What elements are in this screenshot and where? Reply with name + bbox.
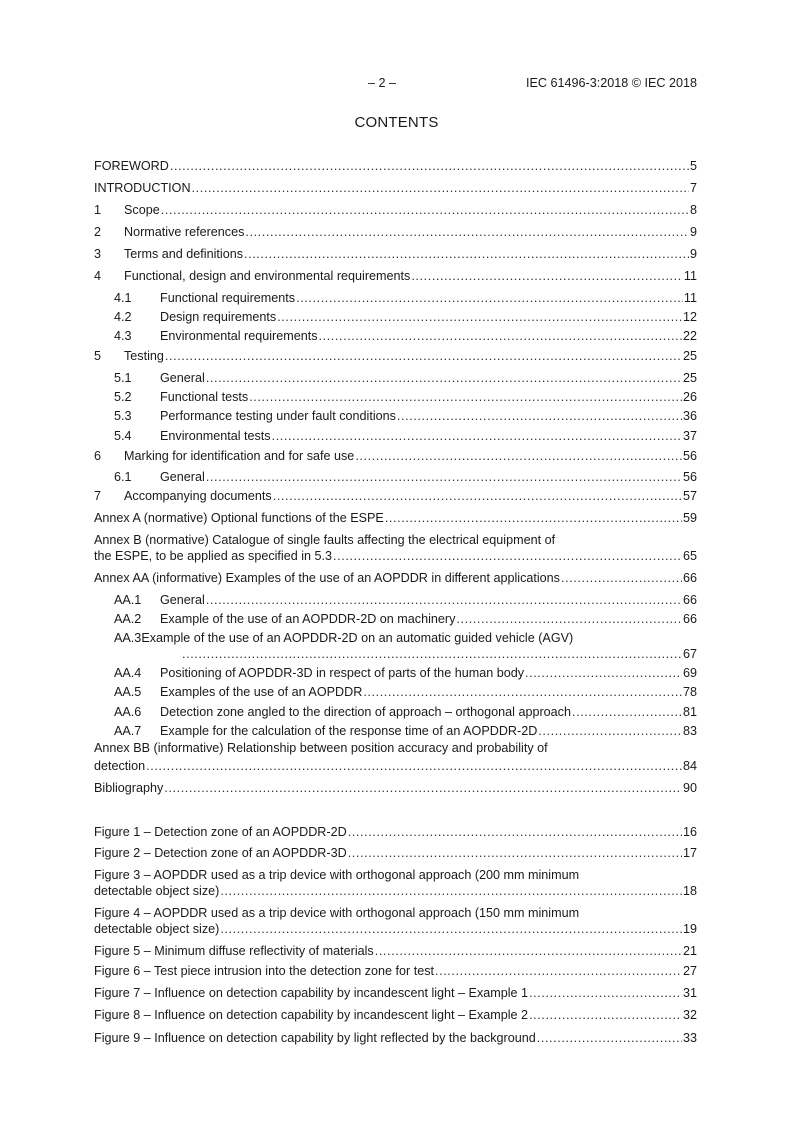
page-number: 11: [683, 269, 697, 283]
toc-entry-number: AA.6: [114, 705, 142, 719]
dot-leader: [355, 448, 682, 464]
dot-leader: [192, 180, 689, 196]
entry-title: Testing: [124, 349, 164, 363]
toc-entry[interactable]: [114, 370, 697, 386]
toc-entry-title[interactable]: [94, 532, 555, 548]
dot-leader: [206, 592, 682, 608]
toc-entry[interactable]: [114, 290, 697, 306]
entry-title: Figure 8 – Influence on detection capability by incandescent light – Example 2: [94, 1008, 529, 1022]
toc-entry[interactable]: [114, 408, 697, 424]
entry-title: Accompanying documents: [124, 489, 272, 503]
toc-entry-number: 6: [94, 449, 102, 463]
figure-entry[interactable]: [94, 1030, 697, 1046]
entry-title-continued: detectable object size): [94, 884, 220, 898]
page-number: 21: [682, 944, 697, 958]
toc-entry[interactable]: [94, 780, 697, 796]
entry-title: Figure 3 – AOPDDR used as a trip device with orthogonal approach (200 mm minimum: [94, 868, 580, 882]
entry-title-continued: detection: [94, 759, 146, 773]
page-number: 11: [683, 291, 697, 305]
page-title: CONTENTS: [354, 114, 439, 131]
figure-entry[interactable]: [94, 963, 697, 979]
entry-title: Annex B (normative) Catalogue of single faults affecting the electrical equipment of: [94, 533, 556, 547]
dot-leader: [272, 428, 682, 444]
entry-title: Functional, design and environmental requirements: [124, 269, 411, 283]
entry-title: INTRODUCTION: [94, 181, 191, 195]
dot-leader: [348, 824, 682, 840]
entry-title: Positioning of AOPDDR-3D in respect of parts of the human body: [160, 666, 525, 680]
toc-entry-number: 5.1: [114, 371, 132, 385]
toc-entry[interactable]: [94, 510, 697, 526]
toc-entry-number: 5.4: [114, 429, 132, 443]
toc-entry-number: 5.3: [114, 409, 132, 423]
toc-entry[interactable]: [94, 758, 697, 774]
dot-leader: [456, 611, 682, 627]
entry-title: Scope: [124, 203, 160, 217]
entry-title: Figure 4 – AOPDDR used as a trip device with orthogonal approach (150 mm minimum: [94, 906, 580, 920]
dot-leader: [146, 758, 682, 774]
entry-title-continued: the ESPE, to be applied as specified in 5.3: [94, 549, 333, 563]
page-number: 81: [682, 705, 697, 719]
toc-entry-number: 3: [94, 247, 102, 261]
toc-entry-title[interactable]: [94, 740, 548, 756]
dot-leader: [182, 646, 682, 662]
page-number: 84: [682, 759, 697, 773]
dot-leader: [220, 883, 682, 899]
toc-entry-number: 4.1: [114, 291, 132, 305]
page-number: 25: [682, 371, 697, 385]
figure-entry[interactable]: [94, 943, 697, 959]
dot-leader: [319, 328, 682, 344]
entry-title: Examples of the use of an AOPDDR: [160, 685, 363, 699]
entry-title-continued: detectable object size): [94, 922, 220, 936]
entry-title: Bibliography: [94, 781, 164, 795]
page-number: 56: [682, 470, 697, 484]
dot-leader: [529, 985, 682, 1001]
figure-entry[interactable]: [94, 985, 697, 1001]
page-number: 65: [682, 549, 697, 563]
entry-title: Marking for identification and for safe use: [124, 449, 355, 463]
page-number: 57: [682, 489, 697, 503]
dot-leader: [411, 268, 683, 284]
figure-entry[interactable]: [94, 824, 697, 840]
page-number: 66: [682, 571, 697, 585]
toc-entry[interactable]: [114, 704, 697, 720]
page-number: 26: [682, 390, 697, 404]
dot-leader: [296, 290, 683, 306]
toc-entry-number: 1: [94, 203, 102, 217]
toc-entry[interactable]: [114, 611, 697, 627]
page-number: 22: [682, 329, 697, 343]
entry-title: FOREWORD: [94, 159, 169, 173]
dot-leader: [529, 1007, 682, 1023]
figure-entry[interactable]: [94, 845, 697, 861]
dot-leader: [561, 570, 682, 586]
toc-entry[interactable]: [94, 224, 697, 240]
dot-leader: [161, 202, 689, 218]
toc-entry-number: 5: [94, 349, 102, 363]
toc-entry[interactable]: [94, 246, 697, 262]
page-number: 83: [682, 724, 697, 738]
dot-leader: [249, 389, 682, 405]
dot-leader: [164, 780, 682, 796]
dot-leader: [537, 1030, 682, 1046]
dot-leader: [538, 723, 682, 739]
toc-entry[interactable]: [114, 469, 697, 485]
dot-leader: [385, 510, 682, 526]
entry-title: Functional tests: [160, 390, 249, 404]
toc-entry[interactable]: [94, 448, 697, 464]
page-number: 9: [689, 225, 697, 239]
toc-entry[interactable]: [114, 592, 697, 608]
entry-title: Normative references: [124, 225, 245, 239]
figure-entry[interactable]: [94, 1007, 697, 1023]
toc-entry-number: 6.1: [114, 470, 132, 484]
toc-entry[interactable]: [114, 328, 697, 344]
page-number: 18: [682, 884, 697, 898]
entry-title: Figure 5 – Minimum diffuse reflectivity of materials: [94, 944, 374, 958]
dot-leader: [525, 665, 682, 681]
toc-entry[interactable]: [94, 548, 697, 564]
figure-entry[interactable]: [94, 921, 697, 937]
toc-entry[interactable]: [94, 348, 697, 364]
toc-entry[interactable]: [114, 665, 697, 681]
page-number: – 2 –: [368, 76, 397, 90]
page-number: 19: [682, 922, 697, 936]
dot-leader: [363, 684, 682, 700]
entry-title: Figure 7 – Influence on detection capability by incandescent light – Example 1: [94, 986, 529, 1000]
dot-leader: [375, 943, 682, 959]
dot-leader: [348, 845, 682, 861]
dot-leader: [165, 348, 682, 364]
toc-entry-number: AA.4: [114, 666, 142, 680]
toc-entry-number: 5.2: [114, 390, 132, 404]
page-number: 78: [682, 685, 697, 699]
entry-title: Figure 9 – Influence on detection capability by light reflected by the background: [94, 1031, 536, 1045]
toc-entry[interactable]: [94, 268, 697, 284]
dot-leader: [245, 224, 689, 240]
toc-entry-number: AA.2: [114, 612, 142, 626]
toc-entry-number: 4.2: [114, 310, 132, 324]
dot-leader: [277, 309, 682, 325]
entry-title: Environmental requirements: [160, 329, 318, 343]
toc-entry[interactable]: [114, 309, 697, 325]
toc-entry-number: AA.5: [114, 685, 142, 699]
page-number: 31: [682, 986, 697, 1000]
toc-entry[interactable]: [114, 684, 697, 700]
entry-title: Figure 6 – Test piece intrusion into the detection zone for test: [94, 964, 434, 978]
toc-entry-number: AA.1: [114, 593, 142, 607]
dot-leader: [435, 963, 682, 979]
dot-leader: [244, 246, 689, 262]
page-number: 59: [682, 511, 697, 525]
entry-title: General: [160, 470, 205, 484]
page-number: 36: [682, 409, 697, 423]
page-number: 56: [682, 449, 697, 463]
entry-title: Figure 2 – Detection zone of an AOPDDR-3D: [94, 846, 347, 860]
dot-leader: [170, 158, 689, 174]
entry-title: Design requirements: [160, 310, 277, 324]
entry-title: General: [160, 371, 205, 385]
entry-title: Annex BB (informative) Relationship between position accuracy and probability of: [94, 741, 548, 755]
page-number: 69: [682, 666, 697, 680]
toc-entry-number: 7: [94, 489, 102, 503]
page-number: 66: [682, 593, 697, 607]
entry-title: Terms and definitions: [124, 247, 244, 261]
toc-entry-number: 4.3: [114, 329, 132, 343]
page-number: 67: [682, 647, 697, 661]
page-number: 12: [682, 310, 697, 324]
dot-leader: [273, 488, 682, 504]
entry-title: General: [160, 593, 205, 607]
page-number: 9: [689, 247, 697, 261]
toc-entry-number: AA.3: [114, 631, 142, 645]
figure-entry-title[interactable]: [94, 867, 579, 883]
entry-title: Example for the calculation of the response time of an AOPDDR-2D: [160, 724, 538, 738]
entry-title: Annex AA (informative) Examples of the use of an AOPDDR in different applications: [94, 571, 560, 585]
page-number: 33: [682, 1031, 697, 1045]
entry-title: Annex A (normative) Optional functions of the ESPE: [94, 511, 384, 525]
toc-entry[interactable]: [94, 570, 697, 586]
toc-entry[interactable]: [114, 428, 697, 444]
toc-entry-number: 2: [94, 225, 102, 239]
page-number: 90: [682, 781, 697, 795]
toc-entry[interactable]: [94, 180, 697, 196]
dot-leader: [220, 921, 682, 937]
toc-entry-title[interactable]: [114, 630, 573, 646]
toc-entry[interactable]: [94, 488, 697, 504]
toc-entry[interactable]: [181, 646, 697, 662]
entry-title: Detection zone angled to the direction of approach – orthogonal approach: [160, 705, 571, 719]
page-number: 7: [689, 181, 697, 195]
page-number: 66: [682, 612, 697, 626]
entry-title: Example of the use of an AOPDDR-2D on an automatic guided vehicle (AGV): [141, 631, 574, 645]
dot-leader: [206, 370, 682, 386]
entry-title: Functional requirements: [160, 291, 296, 305]
toc-entry-number: 4: [94, 269, 102, 283]
dot-leader: [572, 704, 682, 720]
toc-entry[interactable]: [94, 202, 697, 218]
entry-title: Performance testing under fault conditions: [160, 409, 396, 423]
page-number: 8: [689, 203, 697, 217]
page-number: 32: [682, 1008, 697, 1022]
toc-entry[interactable]: [94, 158, 697, 174]
dot-leader: [206, 469, 682, 485]
toc-entry[interactable]: [114, 723, 697, 739]
page-number: 25: [682, 349, 697, 363]
toc-entry-number: AA.7: [114, 724, 142, 738]
figure-entry[interactable]: [94, 883, 697, 899]
page-number: 37: [682, 429, 697, 443]
entry-title: Environmental tests: [160, 429, 271, 443]
toc-entry[interactable]: [114, 389, 697, 405]
page-number: 16: [682, 825, 697, 839]
figure-entry-title[interactable]: [94, 905, 579, 921]
entry-title: Example of the use of an AOPDDR-2D on machinery: [160, 612, 456, 626]
document-reference: IEC 61496-3:2018 © IEC 2018: [525, 76, 697, 90]
dot-leader: [397, 408, 682, 424]
page-number: 27: [682, 964, 697, 978]
page-number: 17: [682, 846, 697, 860]
dot-leader: [333, 548, 682, 564]
page-number: 5: [689, 159, 697, 173]
entry-title: Figure 1 – Detection zone of an AOPDDR-2D: [94, 825, 347, 839]
